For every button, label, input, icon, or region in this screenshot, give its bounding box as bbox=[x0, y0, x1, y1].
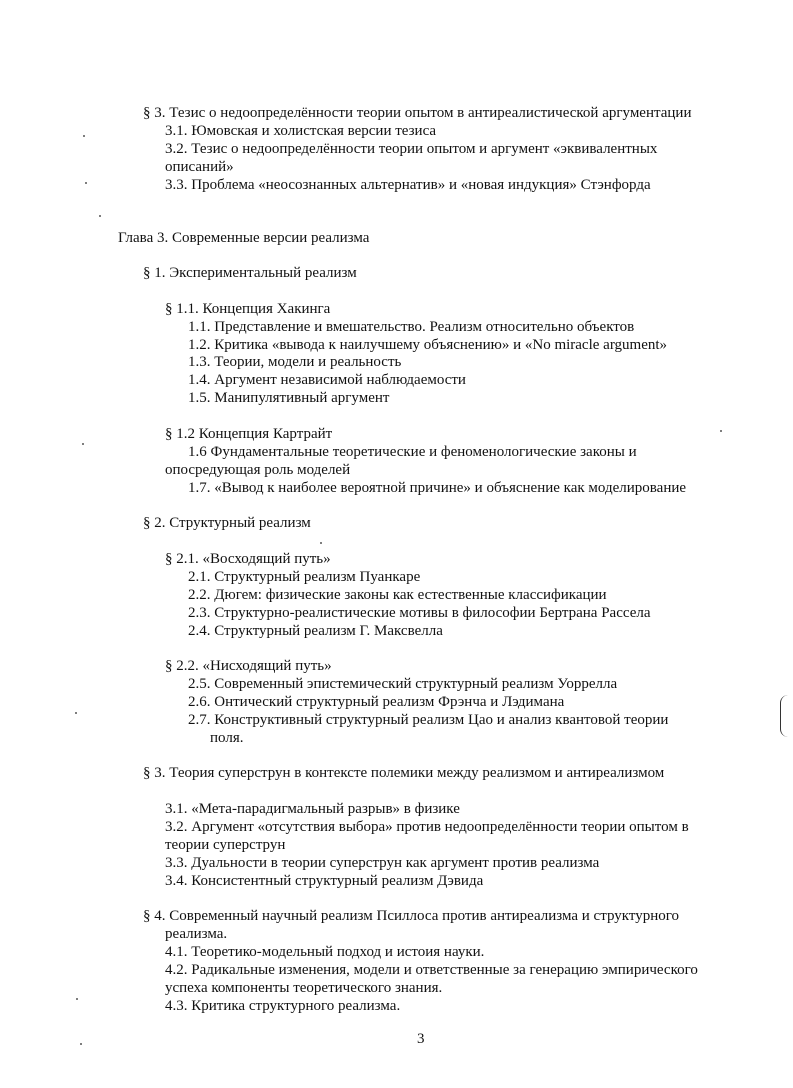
scan-speck bbox=[75, 712, 77, 714]
section-heading-continuation: реализма. bbox=[165, 926, 228, 942]
margin-bracket-mark bbox=[780, 695, 789, 737]
toc-entry: 1.4. Аргумент независимой наблюдаемости bbox=[188, 372, 466, 388]
toc-entry: 3.2. Тезис о недоопределённости теории опытом и аргумент «эквивалентных bbox=[165, 141, 658, 157]
toc-entry: 2.3. Структурно-реалистические мотивы в философии Бертрана Рассела bbox=[188, 605, 651, 621]
scan-speck bbox=[320, 542, 322, 544]
toc-entry: 2.4. Структурный реализм Г. Максвелла bbox=[188, 623, 443, 639]
scan-speck bbox=[720, 430, 722, 432]
toc-entry: 2.5. Современный эпистемический структурный реализм Уоррелла bbox=[188, 676, 618, 692]
scan-speck bbox=[82, 443, 84, 445]
scan-speck bbox=[76, 998, 78, 1000]
toc-entry: 2.7. Конструктивный структурный реализм Цао и анализ квантовой теории bbox=[188, 712, 669, 728]
section-heading: § 2. Структурный реализм bbox=[143, 515, 311, 531]
toc-entry: 1.5. Манипулятивный аргумент bbox=[188, 390, 390, 406]
subsection-heading: § 2.1. «Восходящий путь» bbox=[165, 551, 331, 567]
toc-entry: 2.6. Онтический структурный реализм Фрэнча и Лэдимана bbox=[188, 694, 565, 710]
toc-entry: 2.1. Структурный реализм Пуанкаре bbox=[188, 569, 421, 585]
scan-speck bbox=[83, 135, 85, 137]
section-heading: § 3. Теория суперструн в контексте полемики между реализмом и антиреализмом bbox=[143, 765, 665, 781]
toc-entry: 1.2. Критика «вывода к наилучшему объяснению» и «No miracle argument» bbox=[188, 337, 668, 353]
toc-entry-continuation: поля. bbox=[210, 730, 244, 746]
toc-entry: 3.2. Аргумент «отсутствия выбора» против недоопределённости теории опытом в bbox=[165, 819, 689, 835]
toc-entry-continuation: опосредующая роль моделей bbox=[165, 462, 351, 478]
subsection-heading: § 2.2. «Нисходящий путь» bbox=[165, 658, 332, 674]
section-heading: § 3. Тезис о недоопределённости теории опытом в антиреалистической аргументации bbox=[143, 105, 692, 121]
toc-entry: 4.3. Критика структурного реализма. bbox=[165, 998, 401, 1014]
section-heading: § 4. Современный научный реализм Псиллоса против антиреализма и структурного bbox=[143, 908, 680, 924]
toc-entry: 1.1. Представление и вмешательство. Реализм относительно объектов bbox=[188, 319, 635, 335]
page-number: 3 bbox=[417, 1031, 425, 1047]
scan-speck bbox=[80, 1043, 82, 1045]
toc-entry: 3.1. Юмовская и холистская версии тезиса bbox=[165, 123, 437, 139]
section-heading: § 1. Экспериментальный реализм bbox=[143, 265, 357, 281]
toc-entry: 1.7. «Вывод к наиболее вероятной причине» и объяснение как моделирование bbox=[188, 480, 687, 496]
toc-entry: 1.6 Фундаментальные теоретические и феноменологические законы и bbox=[188, 444, 637, 460]
subsection-heading: § 1.2 Концепция Картрайт bbox=[165, 426, 333, 442]
toc-entry: 3.3. Проблема «неосознанных альтернатив» и «новая индукция» Стэнфорда bbox=[165, 177, 651, 193]
chapter-heading: Глава 3. Современные версии реализма bbox=[118, 230, 370, 246]
scan-speck bbox=[85, 182, 87, 184]
toc-entry-continuation: успеха компоненты теоретического знания. bbox=[165, 980, 443, 996]
toc-entry: 4.1. Теоретико-модельный подход и истоия науки. bbox=[165, 944, 485, 960]
subsection-heading: § 1.1. Концепция Хакинга bbox=[165, 301, 331, 317]
toc-entry: 4.2. Радикальные изменения, модели и ответственные за генерацию эмпирического bbox=[165, 962, 698, 978]
toc-entry: 3.1. «Мета-парадигмальный разрыв» в физике bbox=[165, 801, 460, 817]
toc-entry: 3.4. Консистентный структурный реализм Дэвида bbox=[165, 873, 484, 889]
toc-entry-continuation: описаний» bbox=[165, 159, 234, 175]
toc-entry: 1.3. Теории, модели и реальность bbox=[188, 354, 402, 370]
scan-speck bbox=[99, 215, 101, 217]
toc-entry: 3.3. Дуальности в теории суперструн как аргумент против реализма bbox=[165, 855, 600, 871]
toc-entry-continuation: теории суперструн bbox=[165, 837, 286, 853]
toc-entry: 2.2. Дюгем: физические законы как естественные классификации bbox=[188, 587, 607, 603]
